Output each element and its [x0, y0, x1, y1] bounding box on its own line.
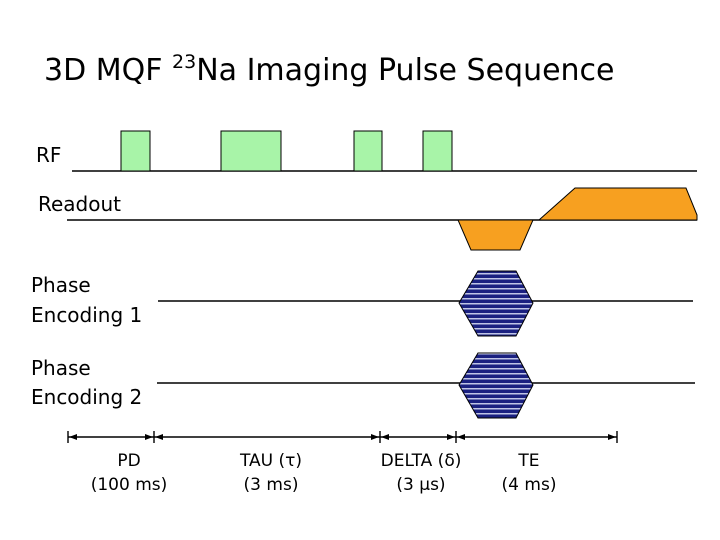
rf-pulse-1 — [121, 131, 150, 171]
readout-dephase-lobe — [458, 220, 533, 250]
arrowhead-icon — [608, 434, 616, 440]
rf-pulse-2 — [221, 131, 281, 171]
te-label: TE — [518, 451, 540, 471]
pd-label: PD — [117, 451, 141, 471]
phase-encoding-2-gradient — [459, 353, 533, 418]
delta-value: (3 µs) — [396, 475, 446, 495]
readout-gradient-lobe — [539, 188, 697, 220]
arrowhead-icon — [381, 434, 389, 440]
rf-pulse-3 — [354, 131, 382, 171]
tau-label: TAU (τ) — [239, 451, 303, 471]
timing-axis — [68, 431, 617, 443]
arrowhead-icon — [145, 434, 153, 440]
arrowhead-icon — [69, 434, 77, 440]
pd-value: (100 ms) — [90, 475, 168, 495]
tau-value: (3 ms) — [243, 475, 299, 495]
phase-encoding-1-label-line1: Phase — [31, 273, 91, 297]
phase-encoding-2-channel — [157, 353, 695, 418]
page-title: 3D MQF $^{23}$Na Imaging Pulse Sequence — [44, 51, 615, 88]
rf-pulse-4 — [423, 131, 452, 171]
arrowhead-icon — [371, 434, 379, 440]
phase-encoding-2-label-line2: Encoding 2 — [31, 385, 143, 409]
arrowhead-icon — [447, 434, 455, 440]
phase-encoding-1-gradient — [459, 271, 533, 336]
te-value: (4 ms) — [501, 475, 557, 495]
arrowhead-icon — [155, 434, 163, 440]
delta-label: DELTA (δ) — [380, 451, 462, 471]
rf-channel — [72, 131, 697, 171]
readout-channel-label: Readout — [38, 192, 122, 216]
readout-channel — [67, 188, 697, 250]
arrowhead-icon — [457, 434, 465, 440]
phase-encoding-2-label-line1: Phase — [31, 356, 91, 380]
rf-channel-label: RF — [36, 143, 62, 167]
phase-encoding-1-channel — [158, 271, 693, 336]
phase-encoding-1-label-line2: Encoding 1 — [31, 303, 143, 327]
